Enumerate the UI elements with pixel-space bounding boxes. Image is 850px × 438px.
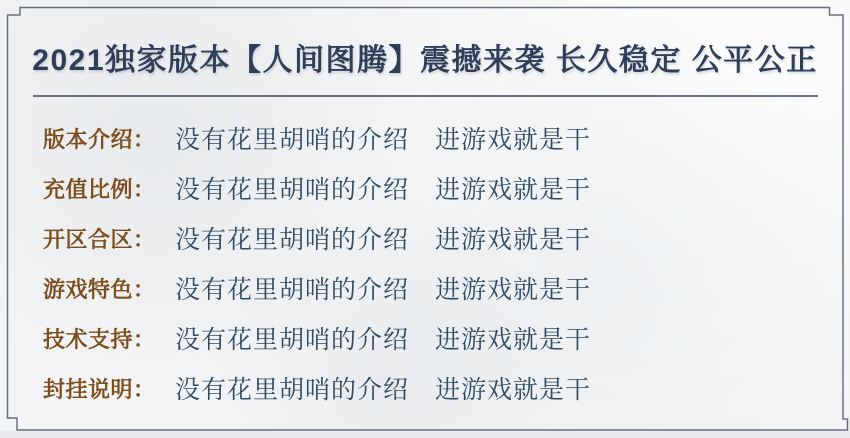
- info-row-tech-support: [43, 324, 803, 352]
- info-row-value: 没有花里胡哨的介绍 进游戏就是干: [175, 125, 592, 154]
- page-title: 2021独家版本【人间图腾】震撼来袭 长久稳定 公平公正: [32, 44, 818, 77]
- info-row-label: 开区合区：: [43, 226, 156, 252]
- info-row-anticheat-note: [43, 374, 803, 402]
- info-row-label: 游戏特色：: [43, 276, 156, 302]
- info-row-game-features: [43, 274, 803, 302]
- info-row-value: 没有花里胡哨的介绍 进游戏就是干: [175, 325, 592, 354]
- info-row-label: 封挂说明：: [43, 376, 156, 402]
- info-row-value: 没有花里胡哨的介绍 进游戏就是干: [175, 375, 592, 404]
- info-row-value: 没有花里胡哨的介绍 进游戏就是干: [175, 175, 592, 204]
- info-row-version: [43, 124, 803, 152]
- info-row-label: 版本介绍：: [43, 126, 156, 152]
- info-row-label: 充值比例：: [43, 176, 156, 202]
- info-row-label: 技术支持：: [43, 326, 156, 352]
- bottom-edge-shade: [0, 431, 850, 438]
- info-row-value: 没有花里胡哨的介绍 进游戏就是干: [175, 225, 592, 254]
- info-row-server-merge: [43, 224, 803, 252]
- title-divider: [33, 95, 818, 97]
- info-row-recharge: [43, 174, 803, 202]
- info-row-value: 没有花里胡哨的介绍 进游戏就是干: [175, 275, 592, 304]
